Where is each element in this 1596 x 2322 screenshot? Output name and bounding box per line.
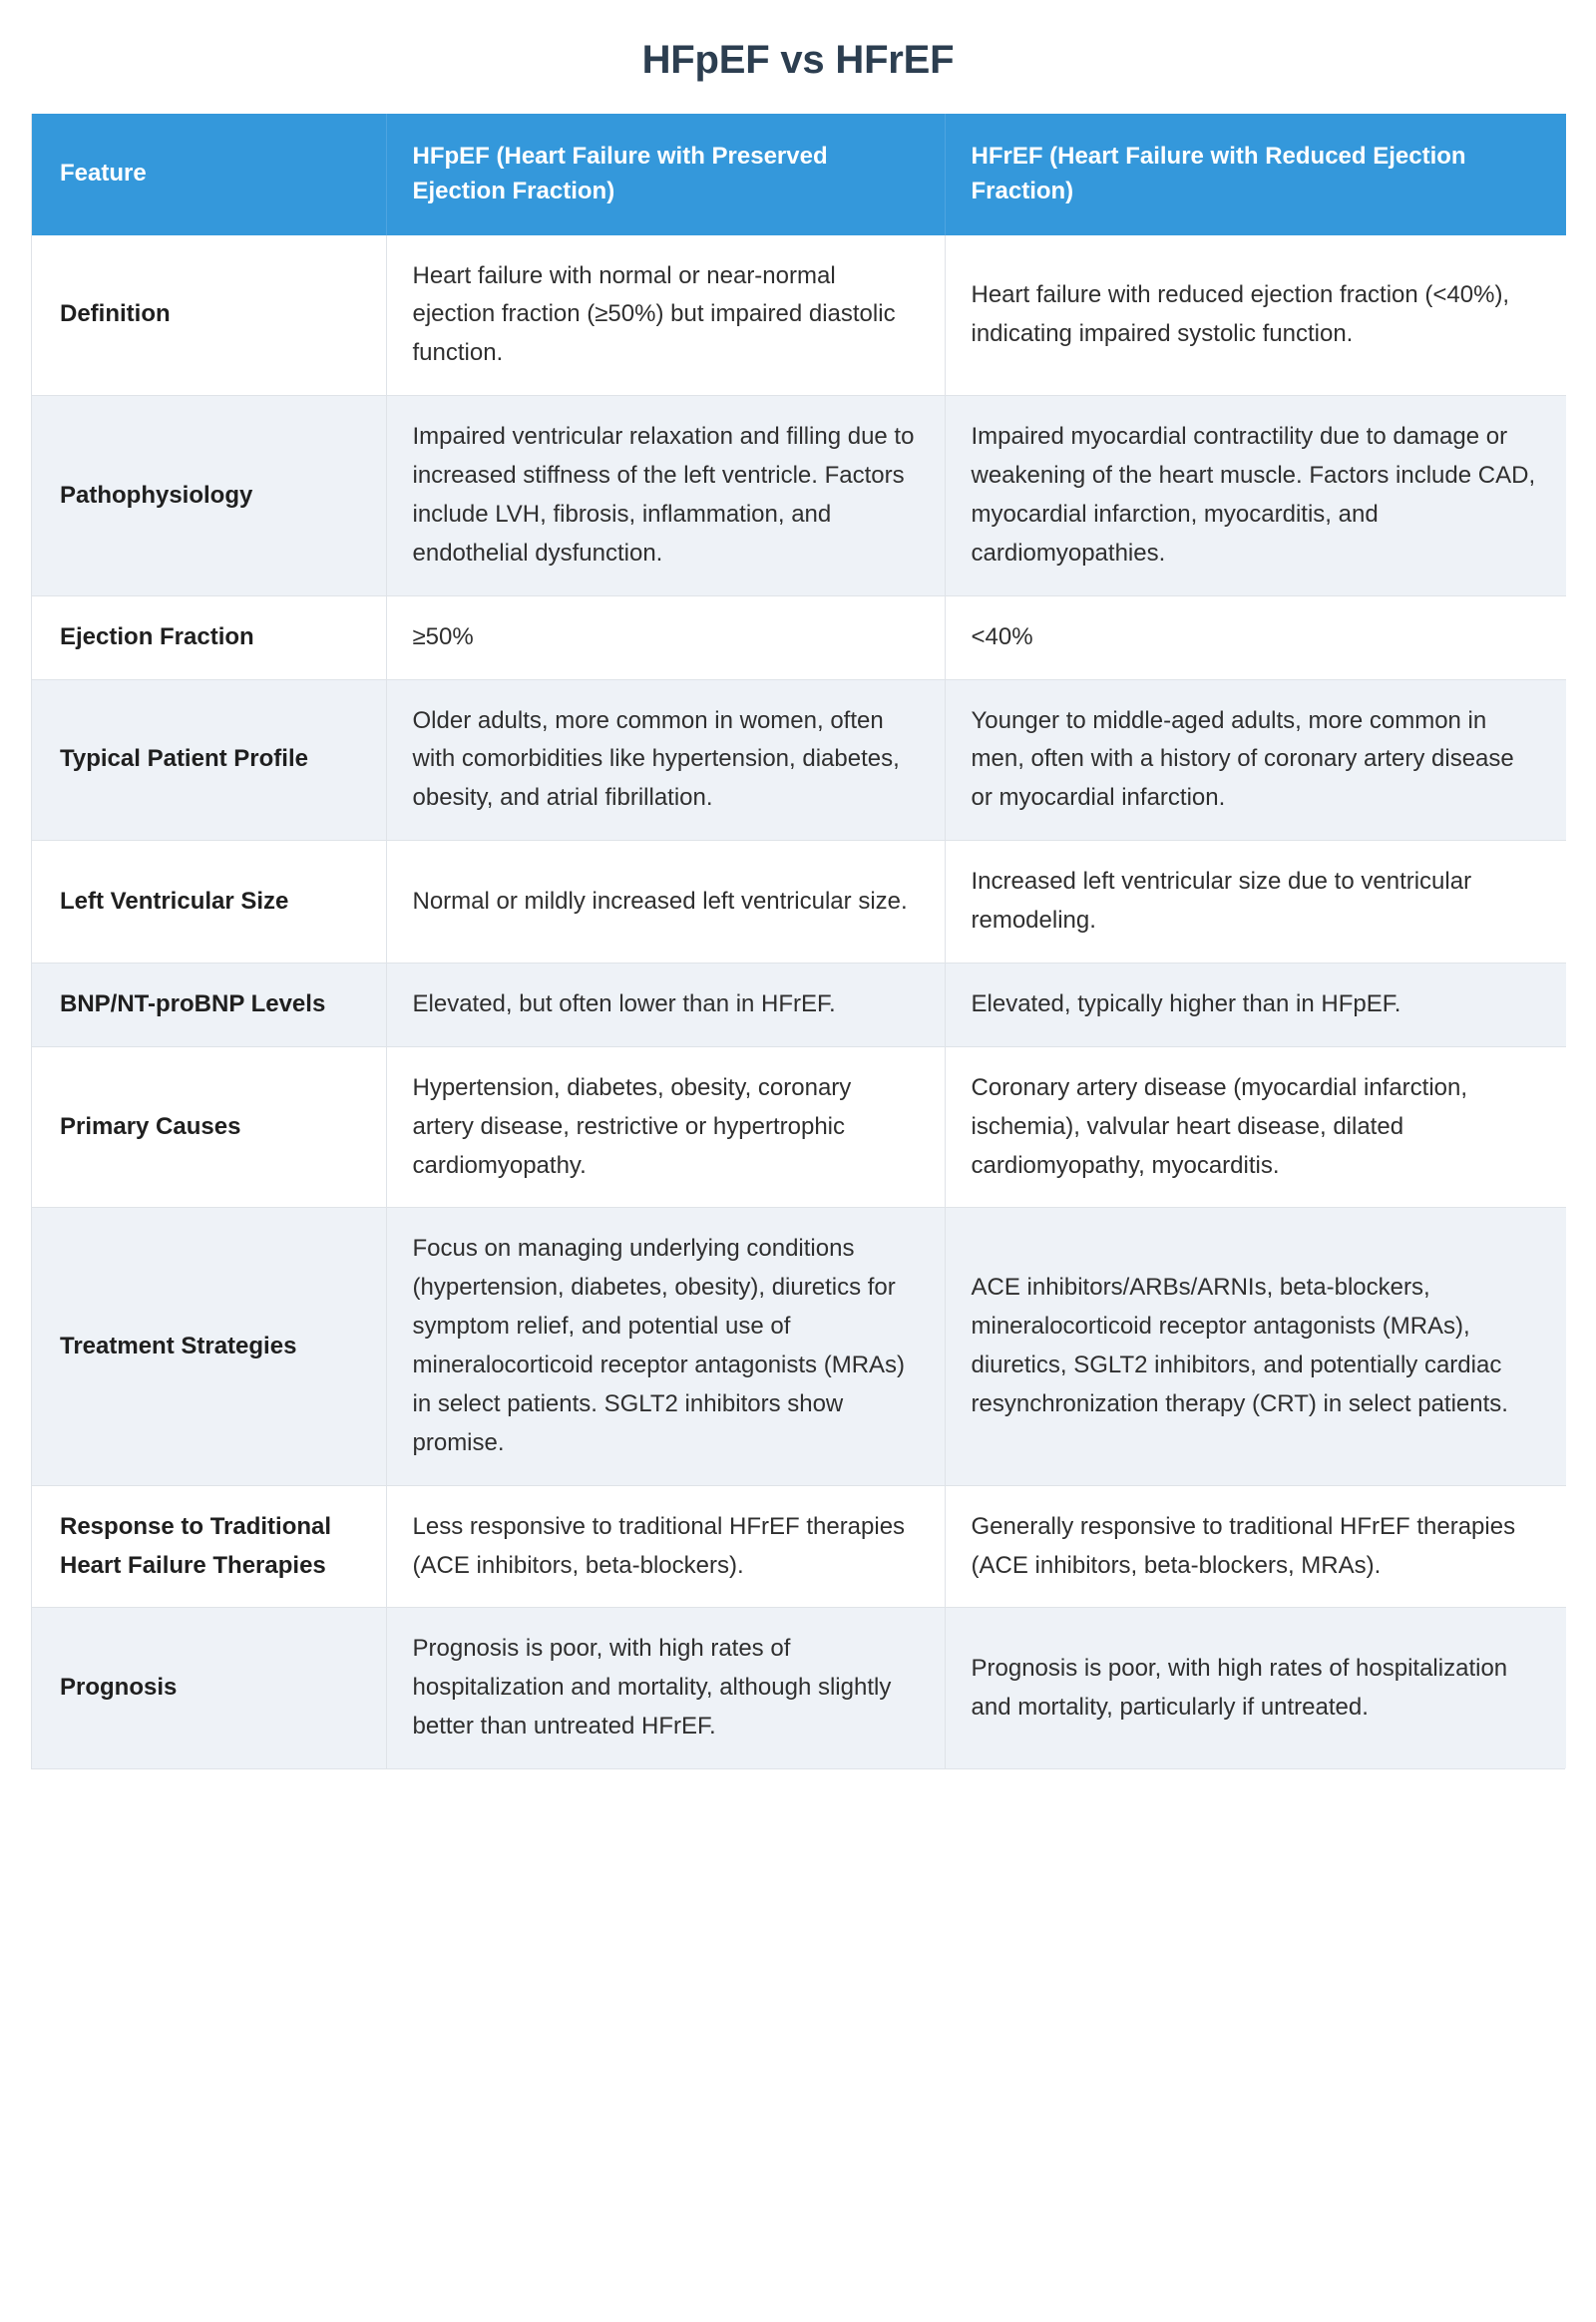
- cell-hfref-prognosis: Prognosis is poor, with high rates of hospitalization and mortality, particularly if untreated.: [945, 1608, 1566, 1768]
- cell-hfref-treatment-strategies: ACE inhibitors/ARBs/ARNIs, beta-blockers, mineralocorticoid receptor antagonists (MRAs), diuretics, SGLT2 inhibitors, and potentially cardiac resynchronization therapy (CRT) in select patients.: [945, 1208, 1566, 1485]
- cell-hfref-response-to-therapies: Generally responsive to traditional HFrEF therapies (ACE inhibitors, beta-blockers, MRAs).: [945, 1485, 1566, 1608]
- cell-hfref-typical-patient-profile: Younger to middle-aged adults, more common in men, often with a history of coronary artery disease or myocardial infarction.: [945, 679, 1566, 841]
- hfpef-hfref-comparison-table: [32, 114, 1566, 1768]
- comparison-table-container: [31, 114, 1565, 1769]
- table-row: [32, 1608, 1566, 1768]
- cell-hfpef-prognosis: Prognosis is poor, with high rates of hospitalization and mortality, although slightly better than untreated HFrEF.: [386, 1608, 945, 1768]
- table-body: [32, 235, 1566, 1769]
- column-header-feature: Feature: [32, 114, 386, 235]
- cell-hfref-definition: Heart failure with reduced ejection fraction (<40%), indicating impaired systolic function.: [945, 235, 1566, 396]
- column-header-hfref: HFrEF (Heart Failure with Reduced Ejection Fraction): [945, 114, 1566, 235]
- table-row: [32, 1485, 1566, 1608]
- row-feature-pathophysiology: Pathophysiology: [32, 396, 386, 596]
- table-header-row: [32, 114, 1566, 235]
- cell-hfref-left-ventricular-size: Increased left ventricular size due to ventricular remodeling.: [945, 841, 1566, 964]
- cell-hfref-primary-causes: Coronary artery disease (myocardial infarction, ischemia), valvular heart disease, dilated cardiomyopathy, myocarditis.: [945, 1046, 1566, 1208]
- cell-hfref-bnp-levels: Elevated, typically higher than in HFpEF.: [945, 963, 1566, 1046]
- cell-hfref-pathophysiology: Impaired myocardial contractility due to damage or weakening of the heart muscle. Factors include CAD, myocardial infarction, myocarditis, and cardiomyopathies.: [945, 396, 1566, 596]
- cell-hfpef-treatment-strategies: Focus on managing underlying conditions (hypertension, diabetes, obesity), diuretics for symptom relief, and potential use of mineralocorticoid receptor antagonists (MRAs) in select patients. SGLT2 inhibitors show promise.: [386, 1208, 945, 1485]
- table-row: [32, 235, 1566, 396]
- cell-hfpef-pathophysiology: Impaired ventricular relaxation and filling due to increased stiffness of the left ventricle. Factors include LVH, fibrosis, inflammation, and endothelial dysfunction.: [386, 396, 945, 596]
- cell-hfref-ejection-fraction: <40%: [945, 595, 1566, 679]
- cell-hfpef-response-to-therapies: Less responsive to traditional HFrEF therapies (ACE inhibitors, beta-blockers).: [386, 1485, 945, 1608]
- cell-hfpef-ejection-fraction: ≥50%: [386, 595, 945, 679]
- page-title: HFpEF vs HFrEF: [641, 38, 955, 82]
- row-feature-ejection-fraction: Ejection Fraction: [32, 595, 386, 679]
- cell-hfpef-typical-patient-profile: Older adults, more common in women, often with comorbidities like hypertension, diabetes, obesity, and atrial fibrillation.: [386, 679, 945, 841]
- row-feature-definition: Definition: [32, 235, 386, 396]
- cell-hfpef-definition: Heart failure with normal or near-normal ejection fraction (≥50%) but impaired diastolic function.: [386, 235, 945, 396]
- cell-hfpef-bnp-levels: Elevated, but often lower than in HFrEF.: [386, 963, 945, 1046]
- row-feature-typical-patient-profile: Typical Patient Profile: [32, 679, 386, 841]
- table-row: [32, 841, 1566, 964]
- row-feature-left-ventricular-size: Left Ventricular Size: [32, 841, 386, 964]
- table-row: [32, 1046, 1566, 1208]
- table-header: [32, 114, 1566, 235]
- table-row: [32, 1208, 1566, 1485]
- table-row: [32, 679, 1566, 841]
- row-feature-treatment-strategies: Treatment Strategies: [32, 1208, 386, 1485]
- table-row: [32, 963, 1566, 1046]
- cell-hfpef-primary-causes: Hypertension, diabetes, obesity, coronary artery disease, restrictive or hypertrophic cardiomyopathy.: [386, 1046, 945, 1208]
- table-row: [32, 396, 1566, 596]
- table-row: [32, 595, 1566, 679]
- cell-hfpef-left-ventricular-size: Normal or mildly increased left ventricular size.: [386, 841, 945, 964]
- row-feature-response-to-therapies: Response to Traditional Heart Failure Therapies: [32, 1485, 386, 1608]
- row-feature-bnp-levels: BNP/NT-proBNP Levels: [32, 963, 386, 1046]
- row-feature-prognosis: Prognosis: [32, 1608, 386, 1768]
- column-header-hfpef: HFpEF (Heart Failure with Preserved Ejection Fraction): [386, 114, 945, 235]
- row-feature-primary-causes: Primary Causes: [32, 1046, 386, 1208]
